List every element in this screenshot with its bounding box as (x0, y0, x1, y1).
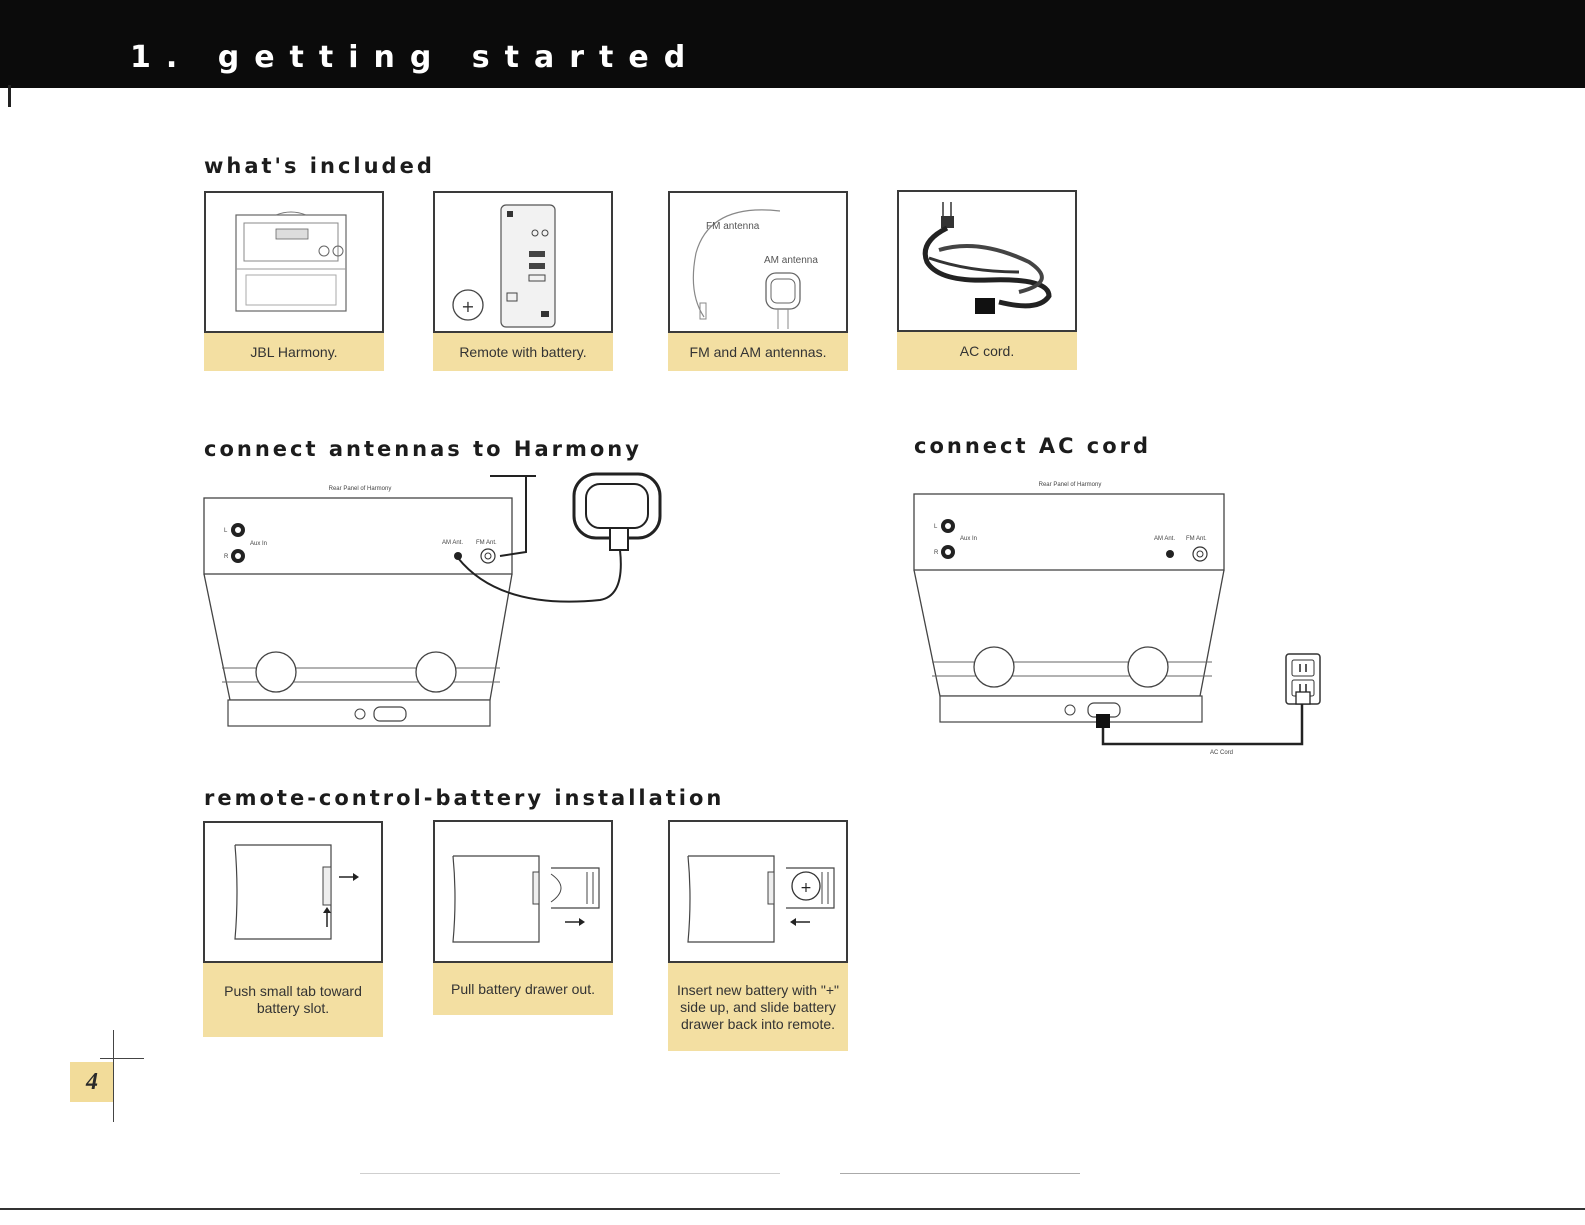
caption: Pull battery drawer out. (433, 963, 613, 1015)
ac-cord-illustration (897, 190, 1077, 332)
rear-panel-label: Rear Panel of Harmony (328, 486, 392, 492)
insert-battery-illustration (668, 820, 848, 963)
left-channel-label: L (224, 528, 228, 534)
divider (360, 1173, 780, 1174)
am-ant-label: AM Ant. (442, 540, 464, 546)
caption: AC cord. (897, 332, 1077, 370)
ac-connection-diagram (910, 470, 1350, 765)
svg-text:+: + (461, 297, 475, 316)
antennas-illustration (668, 191, 848, 333)
right-channel-label: R (934, 550, 939, 556)
rear-panel-label: Rear Panel of Harmony (1038, 482, 1102, 488)
connect-antennas-title: connect antennas to Harmony (204, 437, 642, 461)
aux-in-label: Aux In (960, 536, 978, 542)
divider (840, 1173, 1080, 1174)
fm-ant-label: FM Ant. (476, 540, 497, 546)
aux-in-label: Aux In (250, 541, 268, 547)
antenna-connection-diagram (200, 470, 670, 745)
remote-illustration (433, 191, 613, 333)
caption: Remote with battery. (433, 333, 613, 371)
ac-cord-label: AC Cord (1210, 750, 1234, 756)
caption: Push small tab toward battery slot. (203, 963, 383, 1037)
connect-ac-title: connect AC cord (914, 434, 1152, 458)
am-antenna-label: AM antenna (764, 255, 818, 266)
push-tab-illustration (203, 821, 383, 963)
margin-tick (8, 85, 11, 107)
pull-drawer-illustration (433, 820, 613, 963)
crop-mark (100, 1058, 144, 1059)
fm-antenna-label: FM antenna (706, 221, 760, 232)
left-channel-label: L (934, 524, 938, 530)
caption: FM and AM antennas. (668, 333, 848, 371)
battery-installation-title: remote-control-battery installation (204, 786, 725, 810)
am-ant-label: AM Ant. (1154, 536, 1176, 542)
right-channel-label: R (224, 554, 229, 560)
svg-text:+: + (800, 880, 812, 896)
crop-mark (113, 1030, 114, 1122)
page-title: 1. getting started (130, 40, 701, 75)
fm-ant-label: FM Ant. (1186, 536, 1207, 542)
bottom-edge (0, 1208, 1585, 1210)
whats-included-title: what's included (204, 154, 435, 178)
harmony-illustration (204, 191, 384, 333)
page-number: 4 (86, 1069, 98, 1095)
header-bar (0, 0, 1585, 88)
caption: JBL Harmony. (204, 333, 384, 371)
caption: Insert new battery with "+" side up, and slide battery drawer back into remote. (668, 963, 848, 1051)
